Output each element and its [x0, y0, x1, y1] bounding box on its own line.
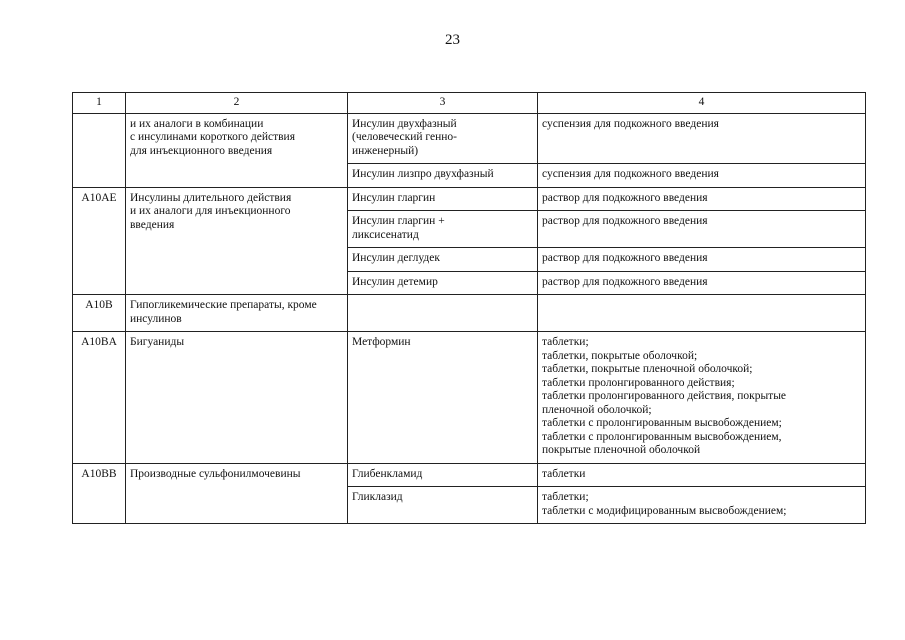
- drug-name-cell: [348, 113, 538, 164]
- dosage-form-cell: [538, 463, 866, 487]
- group-name-line: инсулинов: [130, 312, 182, 325]
- group-name-cell: [126, 295, 348, 332]
- table-row: [73, 295, 866, 332]
- group-name-line: Гипогликемические препараты, кроме: [130, 299, 317, 311]
- drug-name-cell: [348, 463, 538, 487]
- dosage-form-line: раствор для подкожного введения: [542, 215, 708, 227]
- dosage-form-line: таблетки с пролонгированным высвобождением,: [542, 430, 782, 443]
- page-number: 23: [445, 32, 460, 48]
- drug-table: [72, 92, 866, 524]
- group-name-line: и их аналоги для инъекционного: [130, 205, 291, 217]
- dosage-form-line: покрытые пленочной оболочкой: [542, 444, 701, 456]
- drug-name-line: Инсулин детемир: [352, 275, 438, 288]
- drug-name-line: ликсисенатид: [352, 228, 419, 241]
- drug-name-cell: [348, 295, 538, 332]
- header-col-4: 4: [538, 93, 866, 114]
- dosage-form-line: таблетки пролонгированного действия;: [542, 376, 735, 389]
- drug-name-line: Инсулин гларгин +: [352, 215, 445, 227]
- dosage-form-line: раствор для подкожного введения: [542, 275, 708, 288]
- drug-name-line: Гликлазид: [352, 491, 403, 503]
- drug-name-line: Инсулин гларгин: [352, 191, 436, 204]
- dosage-form-line: раствор для подкожного введения: [542, 191, 708, 204]
- atc-code-cell: [73, 113, 126, 187]
- dosage-form-cell: [538, 295, 866, 332]
- group-name-cell: [126, 187, 348, 295]
- dosage-form-line: суспензия для подкожного введения: [542, 168, 719, 180]
- dosage-form-line: таблетки пролонгированного действия, покрытые: [542, 390, 787, 402]
- dosage-form-line: таблетки: [542, 467, 586, 480]
- dosage-form-line: таблетки с пролонгированным высвобождением;: [542, 417, 782, 429]
- drug-name-cell: [348, 487, 538, 524]
- group-name-cell: [126, 113, 348, 187]
- drug-name-line: Инсулин двухфазный: [352, 117, 457, 130]
- group-name-line: с инсулинами короткого действия: [130, 131, 295, 143]
- group-name-line: для инъекционного введения: [130, 144, 273, 157]
- table-row: [73, 187, 866, 211]
- atc-code-cell: A10BB: [73, 463, 126, 524]
- dosage-form-line: таблетки с модифицированным высвобождением;: [542, 504, 787, 517]
- header-col-2: 2: [126, 93, 348, 114]
- dosage-form-line: раствор для подкожного введения: [542, 252, 708, 264]
- drug-name-cell: [348, 164, 538, 188]
- dosage-form-cell: [538, 248, 866, 272]
- dosage-form-cell: [538, 271, 866, 295]
- group-name-line: Бигуаниды: [130, 336, 185, 348]
- group-name-cell: [126, 463, 348, 524]
- table-body: [73, 113, 866, 524]
- group-name-cell: [126, 332, 348, 464]
- table-row: [73, 332, 866, 464]
- group-name-line: и их аналоги в комбинации: [130, 117, 264, 130]
- drug-name-line: Инсулин лизпро двухфазный: [352, 168, 494, 180]
- drug-name-cell: [348, 248, 538, 272]
- dosage-form-cell: [538, 164, 866, 188]
- drug-name-line: Метформин: [352, 336, 411, 348]
- dosage-form-cell: [538, 113, 866, 164]
- header-col-1: 1: [73, 93, 126, 114]
- atc-code-cell: A10B: [73, 295, 126, 332]
- dosage-form-line: таблетки;: [542, 491, 589, 503]
- drug-name-cell: [348, 332, 538, 464]
- dosage-form-cell: [538, 187, 866, 211]
- drug-name-line: (человеческий генно-: [352, 131, 457, 143]
- group-name-line: введения: [130, 218, 175, 231]
- dosage-form-line: таблетки, покрытые пленочной оболочкой;: [542, 363, 753, 375]
- group-name-line: Производные сульфонилмочевины: [130, 467, 301, 480]
- atc-code-cell: A10BA: [73, 332, 126, 464]
- header-col-3: 3: [348, 93, 538, 114]
- drug-name-line: инженерный): [352, 144, 419, 157]
- dosage-form-cell: [538, 332, 866, 464]
- dosage-form-line: таблетки, покрытые оболочкой;: [542, 349, 698, 362]
- drug-name-cell: [348, 187, 538, 211]
- table-row: [73, 463, 866, 487]
- drug-name-line: Глибенкламид: [352, 467, 423, 480]
- drug-name-cell: [348, 271, 538, 295]
- table-row: [73, 113, 866, 164]
- group-name-line: Инсулины длительного действия: [130, 191, 292, 204]
- dosage-form-cell: [538, 487, 866, 524]
- dosage-form-cell: [538, 211, 866, 248]
- header-row: [73, 93, 866, 114]
- atc-code-cell: A10AE: [73, 187, 126, 295]
- table-header: [73, 93, 866, 114]
- dosage-form-line: суспензия для подкожного введения: [542, 117, 719, 130]
- drug-name-line: Инсулин деглудек: [352, 252, 440, 264]
- dosage-form-line: пленочной оболочкой;: [542, 403, 652, 416]
- drug-name-cell: [348, 211, 538, 248]
- dosage-form-line: таблетки;: [542, 336, 589, 348]
